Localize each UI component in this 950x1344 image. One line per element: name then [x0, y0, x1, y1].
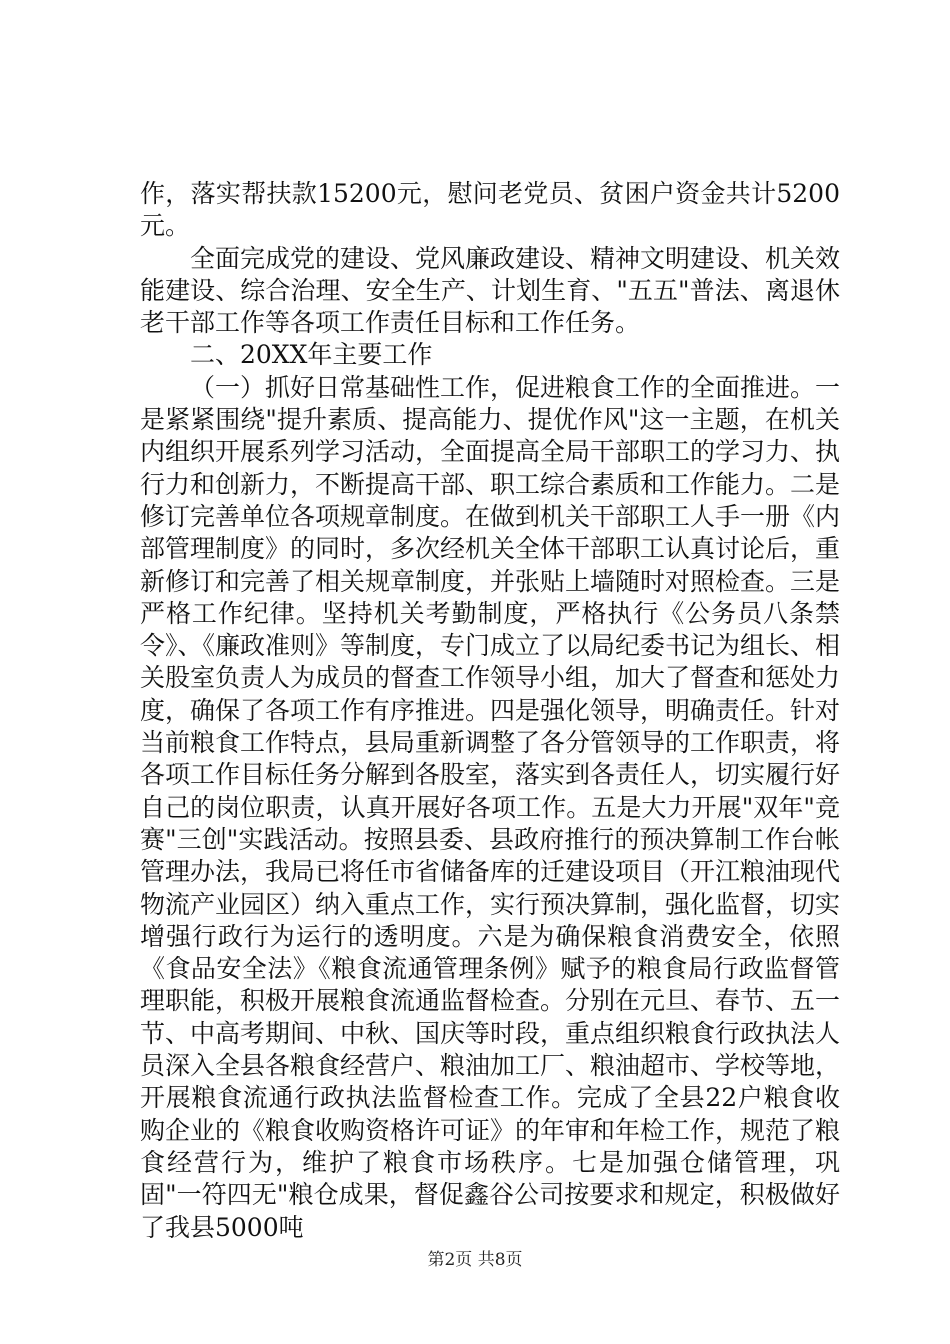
paragraph-2: 全面完成党的建设、党风廉政建设、精神文明建设、机关效能建设、综合治理、安全生产、计划生育、"五五"普法、离退休老干部工作等各项工作责任目标和工作任务。: [140, 243, 841, 338]
paragraph-3: （一）抓好日常基础性工作，促进粮食工作的全面推进。一是紧紧围绕"提升素质、提高能力、提优作风"这一主题，在机关内组织开展系列学习活动，全面提高全局干部职工的学习力、执行力和创新力，不断提高干部、职工综合素质和工作能力。二是修订完善单位各项规章制度。在做到机关干部职工人手一册《内部管理制度》的同时，多次经机关全体干部职工认真讨论后，重新修订和完善了相关规章制度，并张贴上墙随时对照检查。三是严格工作纪律。坚持机关考勤制度，严格执行《公务员八条禁令》、《廉政准则》等制度，专门成立了以局纪委书记为组长、相关股室负责人为成员的督查工作领导小组，加大了督查和惩处力度，确保了各项工作有序推进。四是强化领导，明确责任。针对当前粮食工作特点，县局重新调整了各分管领导的工作职责，将各项工作目标任务分解到各股室，落实到各责任人，切实履行好自己的岗位职责，认真开展好各项工作。五是大力开展"双年"竞赛"三创"实践活动。按照县委、县政府推行的预决算制工作台帐管理办法，我局已将任市省储备库的迁建设项目（开江粮油现代物流产业园区）纳入重点工作，实行预决算制，强化监督，切实增强行政行为运行的透明度。六是为确保粮食消费安全，依照《食品安全法》《粮食流通管理条例》赋予的粮食局行政监督管理职能，积极开展粮食流通监督检查。分别在元旦、春节、五一节、中高考期间、中秋、国庆等时段，重点组织粮食行政执法人员深入全县各粮食经营户、粮油加工厂、粮油超市、学校等地，开展粮食流通行政执法监督检查工作。完成了全县22户粮食收购企业的《粮食收购资格许可证》的年审和年检工作，规范了粮食经营行为，维护了粮食市场秩序。七是加强仓储管理，巩固"一符四无"粮仓成果，督促鑫谷公司按要求和规定，积极做好了我县5000吨: [140, 372, 841, 1242]
paragraph-1: 作，落实帮扶款15200元，慰问老党员、贫困户资金共计5200元。: [140, 179, 840, 241]
section-heading: 二、20XX年主要工作: [190, 340, 433, 370]
page-number: 第2页 共8页: [427, 1250, 523, 1270]
document-body: [140, 178, 840, 1244]
page-footer: [0, 1248, 950, 1272]
